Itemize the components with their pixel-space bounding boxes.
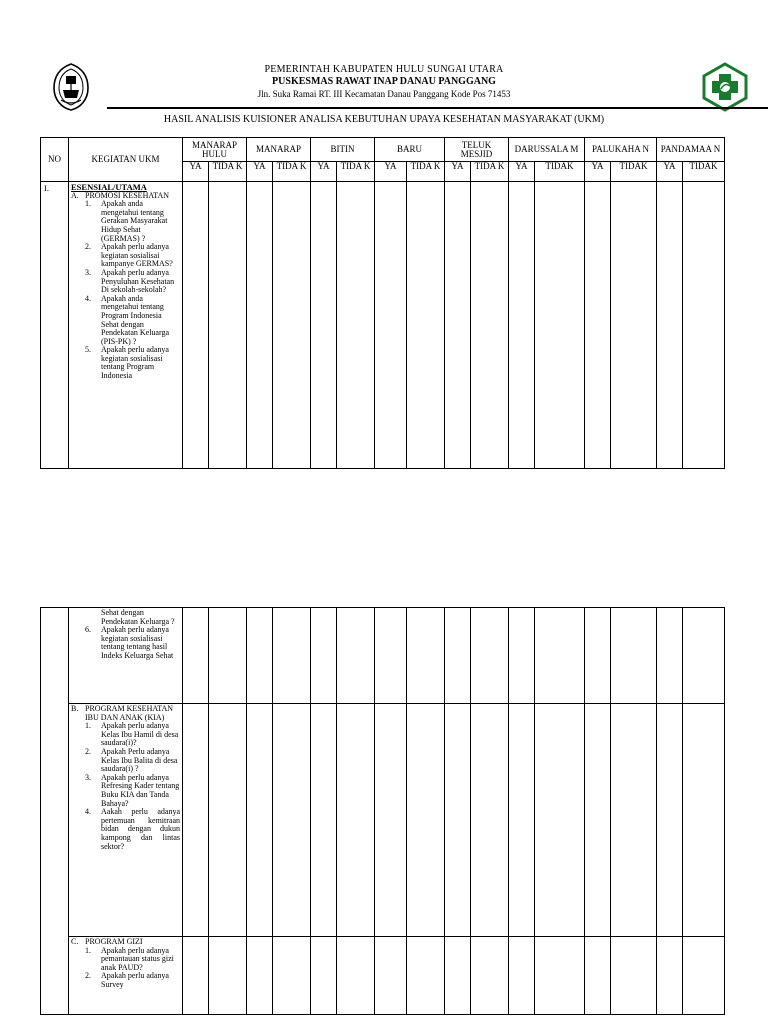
answer-cell	[337, 608, 375, 704]
answer-cell	[311, 704, 337, 937]
answer-cell	[41, 608, 69, 1015]
question-item: 2. Apakah perlu adanya Survey	[85, 971, 169, 989]
answer-cell	[407, 704, 445, 937]
answer-cell	[509, 182, 535, 469]
col-village: MANARAP HULU	[183, 138, 247, 162]
answer-cell	[585, 182, 611, 469]
question-item: 3. Apakah perlu adanya Penyuluhan Kesehatan Di sekolah-sekolah?	[85, 267, 175, 295]
answer-cell	[209, 608, 247, 704]
analysis-table-page-2	[40, 607, 725, 1015]
answer-cell	[509, 937, 535, 1015]
answer-cell	[311, 608, 337, 704]
answer-cell	[247, 704, 273, 937]
category-title: C. PROGRAM GIZI	[71, 937, 143, 946]
col-tidak: TIDA K	[209, 162, 247, 182]
col-tidak: TIDAK	[611, 162, 657, 182]
answer-cell	[311, 937, 337, 1015]
answer-cell	[273, 704, 311, 937]
analysis-table-page-1	[40, 137, 725, 469]
table-row	[41, 704, 725, 937]
answer-cell	[445, 704, 471, 937]
answer-cell	[683, 182, 725, 469]
letterhead	[0, 0, 768, 130]
col-tidak: TIDAK	[535, 162, 585, 182]
question-item: Sehat dengan Pendekatan Keluarga ?	[101, 608, 175, 626]
document-title: HASIL ANALISIS KUISIONER ANALISA KEBUTUHAN UPAYA KESEHATAN MASYARAKAT (UKM)	[163, 114, 605, 125]
col-tidak: TIDA K	[407, 162, 445, 182]
answer-cell	[535, 182, 585, 469]
answer-cell	[407, 937, 445, 1015]
answer-cell	[375, 608, 407, 704]
table-row	[41, 182, 725, 469]
answer-cell	[445, 608, 471, 704]
answer-cell	[611, 937, 657, 1015]
question-item: 1. Apakah perlu adanya Kelas Ibu Hamil di desa saudara(i)?	[85, 721, 179, 748]
answer-cell	[273, 608, 311, 704]
answer-cell	[337, 704, 375, 937]
answer-cell	[247, 182, 273, 469]
category-title: A. PROMOSI KESEHATAN	[71, 190, 170, 200]
header-divider	[107, 107, 768, 109]
category-title: B. PROGRAM KESEHATAN IBU DAN ANAK (KIA)	[71, 704, 174, 722]
answer-cell	[311, 182, 337, 469]
col-village: BITIN	[311, 138, 375, 162]
col-village: PALUKAHA N	[585, 138, 657, 162]
col-tidak: TIDA K	[471, 162, 509, 182]
answer-cell	[657, 182, 683, 469]
col-ya: YA	[375, 162, 407, 182]
question-item: 1. Apakah perlu adanya pemantauan status gizi anak PAUD?	[85, 945, 174, 972]
question-item: 1. Apakah anda mengetahui tentang Gerakan Masyarakat Hidup Sehat (GERMAS) ?	[85, 199, 168, 243]
col-village: PANDAMAA N	[657, 138, 725, 162]
answer-cell	[585, 704, 611, 937]
table-row	[41, 937, 725, 1015]
answer-cell	[375, 182, 407, 469]
answer-cell	[375, 704, 407, 937]
answer-cell	[657, 608, 683, 704]
col-village: BARU	[375, 138, 445, 162]
col-tidak: TIDA K	[273, 162, 311, 182]
header-government: PEMERINTAH KABUPATEN HULU SUNGAI UTARA	[264, 64, 504, 75]
answer-cell	[535, 937, 585, 1015]
answer-cell	[375, 937, 407, 1015]
answer-cell	[337, 182, 375, 469]
row-number: I.	[41, 182, 69, 469]
kegiatan-cell	[69, 704, 183, 937]
col-tidak: TIDAK	[683, 162, 725, 182]
col-village: TELUK MESJID	[445, 138, 509, 162]
kegiatan-cell	[69, 937, 183, 1015]
answer-cell	[471, 704, 509, 937]
header-puskesmas: PUSKESMAS RAWAT INAP DANAU PANGGANG	[272, 76, 496, 87]
table-row	[41, 608, 725, 704]
question-item: 6. Apakah perlu adanya kegiatan sosialisasi tentang tentang hasil Indeks Keluarga Sehat	[85, 625, 174, 660]
col-ya: YA	[183, 162, 209, 182]
col-ya: YA	[247, 162, 273, 182]
kegiatan-cell	[69, 182, 183, 469]
answer-cell	[471, 182, 509, 469]
question-item: 4. Aakah perlu adanya pertemuan kemitraan bidan dengan dukun kampong dan lintas sektor?	[85, 807, 180, 851]
answer-cell	[683, 608, 725, 704]
answer-cell	[585, 608, 611, 704]
answer-cell	[683, 937, 725, 1015]
col-ya: YA	[509, 162, 535, 182]
answer-cell	[657, 704, 683, 937]
answer-cell	[611, 704, 657, 937]
answer-cell	[585, 937, 611, 1015]
answer-cell	[183, 182, 209, 469]
answer-cell	[509, 704, 535, 937]
col-kegiatan: KEGIATAN UKM	[69, 138, 183, 182]
answer-cell	[407, 182, 445, 469]
col-ya: YA	[311, 162, 337, 182]
col-tidak: TIDA K	[337, 162, 375, 182]
col-no: NO	[41, 138, 69, 182]
answer-cell	[657, 937, 683, 1015]
col-ya: YA	[585, 162, 611, 182]
col-ya: YA	[445, 162, 471, 182]
answer-cell	[209, 937, 247, 1015]
answer-cell	[209, 704, 247, 937]
answer-cell	[273, 182, 311, 469]
answer-cell	[247, 937, 273, 1015]
header-address: Jln. Suka Ramai RT. III Kecamatan Danau Panggang Kode Pos 71453	[257, 89, 511, 99]
question-item: 2. Apakah Perlu adanya Kelas Ibu Balita di desa saudara(i) ?	[85, 746, 178, 774]
answer-cell	[183, 704, 209, 937]
question-item: 2. Apakah perlu adanya kegiatan sosialisai kampanye GERMAS?	[85, 242, 173, 269]
answer-cell	[535, 608, 585, 704]
answer-cell	[611, 182, 657, 469]
kegiatan-cell	[69, 608, 183, 704]
answer-cell	[683, 704, 725, 937]
answer-cell	[611, 608, 657, 704]
answer-cell	[337, 937, 375, 1015]
answer-cell	[247, 608, 273, 704]
answer-cell	[183, 937, 209, 1015]
question-item: 3. Apakah perlu adanya Refresing Kader tentang Buku KIA dan Tanda Bahaya?	[85, 772, 180, 808]
question-item: 4. Apakah anda mengetahui tentang Program Indonesia Sehat dengan Pendekatan Keluarga (PIS-PK) ?	[85, 293, 170, 346]
answer-cell	[273, 937, 311, 1015]
answer-cell	[445, 182, 471, 469]
answer-cell	[471, 937, 509, 1015]
col-village: DARUSSALA M	[509, 138, 585, 162]
answer-cell	[445, 937, 471, 1015]
answer-cell	[535, 704, 585, 937]
section-title: ESENSIAL/UTAMA	[71, 182, 147, 192]
col-ya: YA	[657, 162, 683, 182]
answer-cell	[509, 608, 535, 704]
col-village: MANARAP	[247, 138, 311, 162]
answer-cell	[183, 608, 209, 704]
answer-cell	[209, 182, 247, 469]
answer-cell	[471, 608, 509, 704]
question-item: 5. Apakah perlu adanya kegiatan sosialisasi tentang Program Indonesia	[85, 345, 169, 381]
answer-cell	[407, 608, 445, 704]
